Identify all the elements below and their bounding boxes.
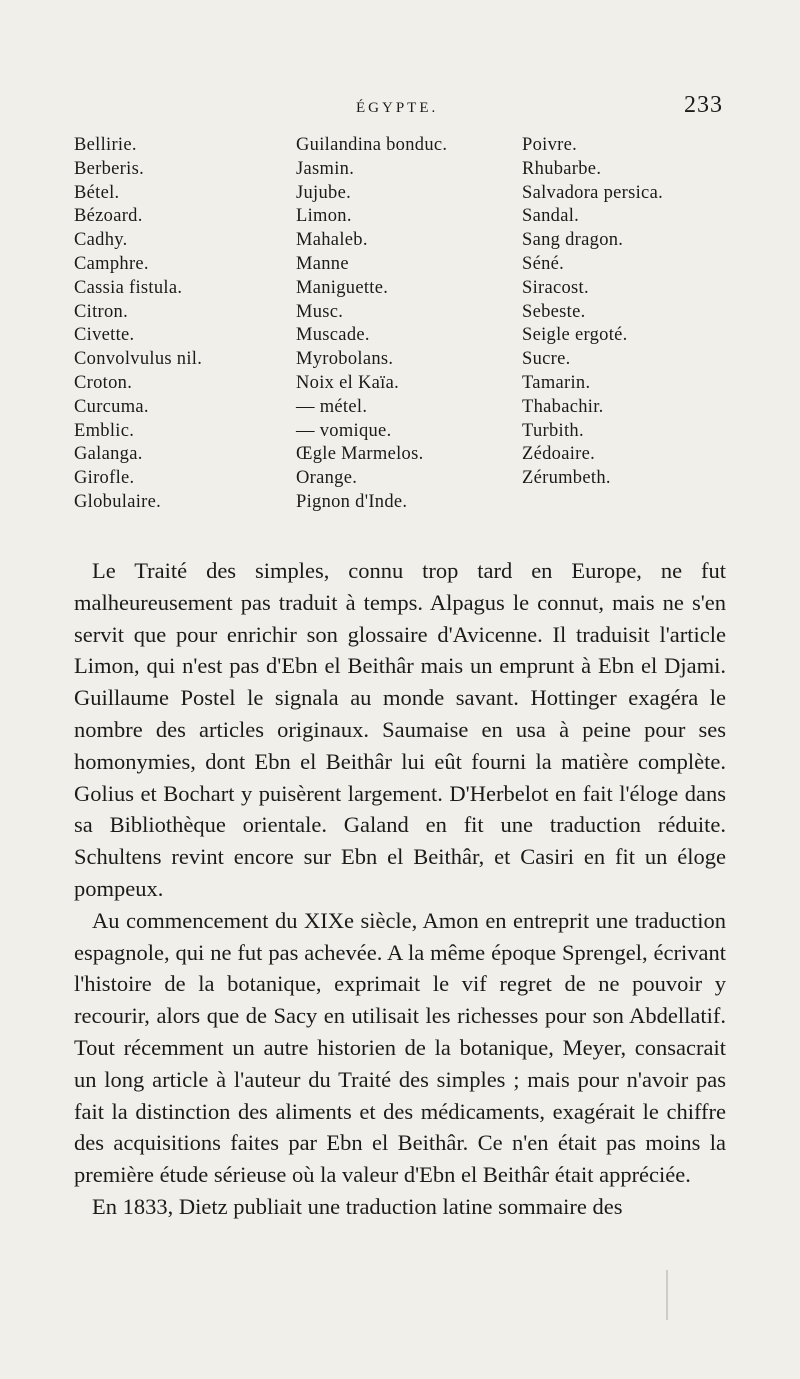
- word-list-item: Galanga.: [74, 444, 143, 465]
- word-list-item: Turbith.: [522, 420, 584, 441]
- word-list-item: Poivre.: [522, 135, 578, 155]
- word-list-item: Manne: [296, 253, 349, 274]
- word-list-item: Zédoaire.: [522, 444, 596, 465]
- word-list-item: Cadhy.: [74, 230, 128, 251]
- word-list-item: Cassia fistula.: [74, 277, 183, 298]
- word-list-item: Mahaleb.: [296, 230, 368, 251]
- paragraph-2: Au commencement du XIXe siècle, Amon en entreprit une traduction espagnole, qui ne fut pas achevée. A la même époque Sprengel, écrivant l'histoire de la botanique, exprimait le vif regret de ne pouvoir y recourir, alors que de Sacy en utilisait les richesses pour son Abdellatif. Tout récemment un autre historien de la botanique, Meyer, consacrait un long article à l'auteur du Traité des simples ; mais pour n'avoir pas fait la distinction des aliments et des médicaments, exagérait le chiffre des acquisitions faites par Ebn el Beithâr. Ce n'en était pas moins la première étude sérieuse où la valeur d'Ebn el Beithâr était appréciée.: [74, 907, 726, 1188]
- word-list-item: Thabachir.: [522, 396, 604, 417]
- page-number: 233: [684, 92, 723, 118]
- word-list-item: Jujube.: [296, 182, 352, 203]
- word-list-item: Limon.: [296, 206, 352, 227]
- word-list-item: Pignon d'Inde.: [296, 491, 408, 512]
- header-title: ÉGYPTE.: [356, 100, 439, 116]
- word-list-item: Muscade.: [296, 325, 370, 346]
- word-list-item: Œgle Marmelos.: [296, 444, 424, 465]
- word-list-item: Citron.: [74, 301, 129, 322]
- word-list-item: — vomique.: [296, 420, 392, 441]
- word-list-item: Myrobolans.: [296, 349, 394, 370]
- word-list-item: Seigle ergoté.: [522, 325, 628, 346]
- word-list-item: Zérumbeth.: [522, 468, 611, 489]
- word-list-item: Girofle.: [74, 468, 135, 489]
- word-list-item: Bézoard.: [74, 206, 143, 227]
- word-list-item: Croton.: [74, 372, 133, 393]
- margin-pencil-mark: [666, 1270, 668, 1320]
- word-list-item: Séné.: [522, 253, 565, 274]
- paragraph-3: En 1833, Dietz publiait une traduction latine sommaire des: [92, 1193, 623, 1219]
- word-list-item: Sucre.: [522, 349, 571, 370]
- word-list-item: Tamarin.: [522, 372, 591, 393]
- word-list-item: Curcuma.: [74, 396, 149, 417]
- word-list-item: Orange.: [296, 468, 358, 489]
- word-column-1: [74, 134, 202, 515]
- word-list-item: Guilandina bonduc.: [296, 135, 448, 155]
- running-header: [0, 92, 800, 122]
- simples-word-list: [74, 134, 774, 544]
- word-list-item: Rhubarbe.: [522, 158, 602, 179]
- word-list-item: Emblic.: [74, 420, 135, 441]
- word-list-item: Noix el Kaïa.: [296, 372, 400, 393]
- word-list-item: Civette.: [74, 325, 135, 346]
- word-list-item: Siracost.: [522, 277, 589, 298]
- word-list-item: Musc.: [296, 301, 344, 322]
- body-text: [74, 555, 726, 1223]
- word-column-2: [296, 134, 447, 515]
- word-list-item: Maniguette.: [296, 277, 389, 298]
- word-list-item: Bellirie.: [74, 135, 137, 155]
- word-list-item: Jasmin.: [296, 158, 355, 179]
- word-list-item: Salvadora persica.: [522, 182, 664, 203]
- word-list-item: — métel.: [296, 396, 368, 417]
- word-column-3: [522, 134, 663, 491]
- paragraph-1: Le Traité des simples, connu trop tard en Europe, ne fut malheureusement pas traduit à temps. Alpagus le connut, mais ne s'en servit que pour enrichir son glossaire d'Avicenne. Il traduisit l'article Limon, qui n'est pas d'Ebn el Beithâr mais un emprunt à Ebn el Djami. Guillaume Postel le signala au monde savant. Hottinger exagéra le nombre des articles originaux. Saumaise en usa à peine pour ses homonymies, dont Ebn el Beithâr lui eût fourni la matière complète. Golius et Bochart y puisèrent largement. D'Herbelot en fait l'éloge dans sa Bibliothèque orientale. Galand en fit une traduction réduite. Schultens revint encore sur Ebn el Beithâr, et Casiri en fit un éloge pompeux.: [74, 558, 726, 901]
- word-list-item: Bétel.: [74, 182, 120, 203]
- word-list-item: Sebeste.: [522, 301, 586, 322]
- word-list-item: Sang dragon.: [522, 230, 624, 251]
- word-list-item: Sandal.: [522, 206, 580, 227]
- word-list-item: Convolvulus nil.: [74, 349, 203, 370]
- word-list-item: Globulaire.: [74, 491, 162, 512]
- word-list-item: Berberis.: [74, 158, 144, 179]
- word-list-item: Camphre.: [74, 253, 149, 274]
